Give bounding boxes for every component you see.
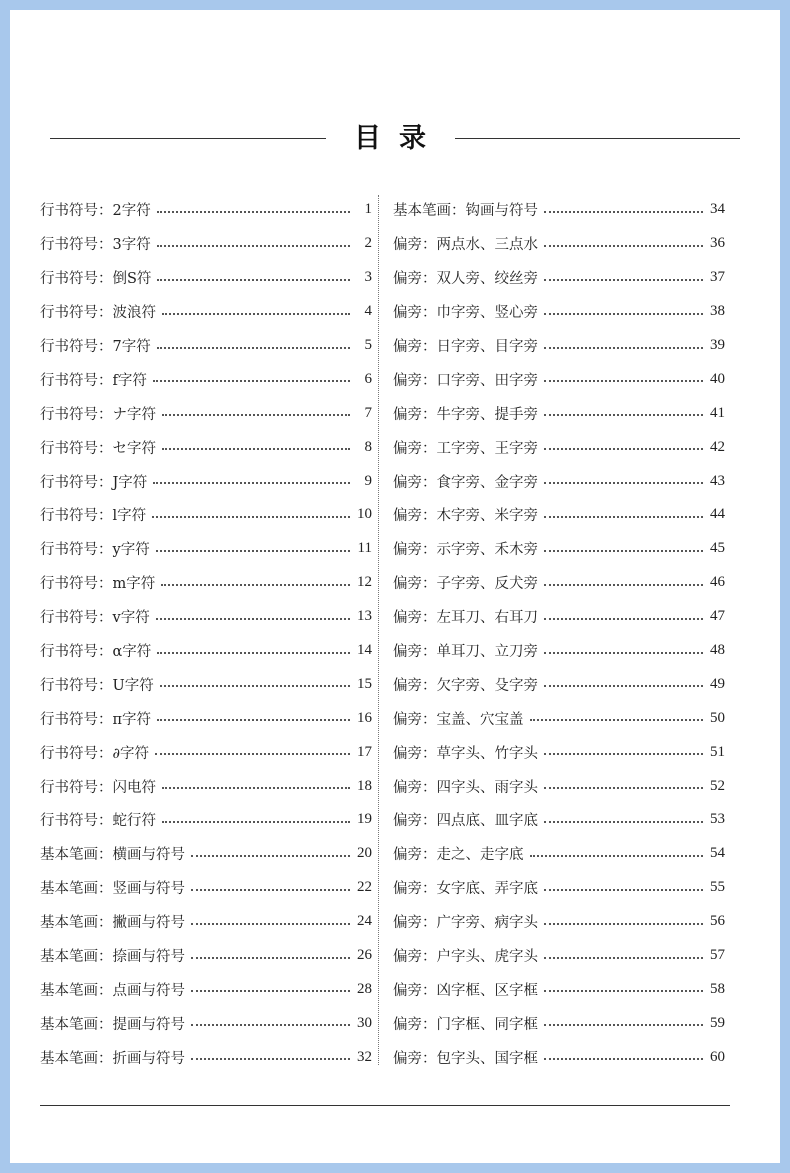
toc-leader-dots bbox=[530, 719, 704, 721]
toc-leader-dots bbox=[153, 380, 350, 382]
toc-entry[interactable] bbox=[393, 1040, 725, 1074]
toc-entry-title: 行书符号：∂字符 bbox=[40, 745, 149, 762]
toc-leader-dots bbox=[157, 279, 350, 281]
toc-entry[interactable] bbox=[40, 295, 372, 329]
toc-page-number: 22 bbox=[357, 879, 372, 896]
toc-entry-title: 偏旁：包字头、国字框 bbox=[393, 1050, 538, 1067]
toc-page-number: 20 bbox=[357, 845, 372, 862]
toc-page-number: 42 bbox=[710, 438, 725, 455]
toc-leader-dots bbox=[544, 787, 703, 789]
toc-entry[interactable] bbox=[393, 498, 725, 532]
toc-entry-title: 基本笔画：横画与符号 bbox=[40, 847, 185, 864]
toc-leader-dots bbox=[544, 279, 703, 281]
toc-entry[interactable] bbox=[40, 532, 372, 566]
toc-entry-title: 偏旁：日字旁、目字旁 bbox=[393, 339, 538, 355]
toc-entry[interactable] bbox=[40, 227, 372, 261]
toc-page-number: 41 bbox=[710, 404, 725, 421]
toc-page-number: 40 bbox=[710, 370, 725, 387]
toc-page-number: 15 bbox=[357, 675, 372, 692]
toc-page-number: 17 bbox=[357, 743, 372, 760]
toc-leader-dots bbox=[157, 652, 350, 654]
toc-leader-dots bbox=[191, 855, 350, 857]
toc-leader-dots bbox=[544, 584, 703, 586]
toc-entry[interactable] bbox=[393, 362, 725, 396]
toc-entry[interactable] bbox=[40, 803, 372, 837]
toc-leader-dots bbox=[160, 685, 350, 687]
toc-leader-dots bbox=[530, 855, 704, 857]
toc-entry[interactable] bbox=[393, 329, 725, 363]
toc-leader-dots bbox=[544, 1058, 703, 1060]
toc-page-number: 38 bbox=[710, 303, 725, 320]
toc-leader-dots bbox=[156, 618, 350, 620]
toc-leader-dots bbox=[191, 957, 350, 959]
toc-page-number: 3 bbox=[364, 269, 372, 286]
toc-leader-dots bbox=[544, 414, 703, 416]
toc-page-number: 55 bbox=[710, 879, 725, 896]
toc-leader-dots bbox=[544, 482, 703, 484]
toc-page-number: 26 bbox=[357, 947, 372, 964]
toc-leader-dots bbox=[162, 313, 350, 315]
toc-entry-title: 偏旁：凶字框、区字框 bbox=[393, 982, 538, 999]
page-title: 目录 bbox=[354, 123, 444, 154]
toc-entry-title: 行书符号：f字符 bbox=[40, 372, 147, 389]
toc-entry[interactable] bbox=[393, 769, 725, 803]
toc-entry-title: 基本笔画：提画与符号 bbox=[40, 1016, 185, 1033]
toc-entry[interactable] bbox=[40, 735, 372, 769]
toc-entry[interactable] bbox=[40, 972, 372, 1006]
toc-column-right bbox=[393, 193, 725, 1074]
toc-page-number: 57 bbox=[710, 947, 725, 964]
toc-entry-title: 偏旁：走之、走字底 bbox=[393, 847, 524, 864]
toc-entry-title: 偏旁：宝盖、穴宝盖 bbox=[393, 711, 524, 728]
toc-entry-title: 偏旁：子字旁、反犬旁 bbox=[393, 576, 538, 593]
toc-page-number: 6 bbox=[364, 370, 372, 387]
toc-entry-title: 偏旁：巾字旁、竖心旁 bbox=[393, 305, 538, 322]
toc-entry[interactable] bbox=[393, 939, 725, 973]
toc-leader-dots bbox=[152, 516, 350, 518]
toc-entry-title: 行书符号：α字符 bbox=[40, 644, 152, 661]
toc-entry[interactable] bbox=[40, 193, 372, 227]
toc-leader-dots bbox=[544, 211, 703, 213]
toc-leader-dots bbox=[544, 652, 703, 654]
toc-entry[interactable] bbox=[393, 905, 725, 939]
toc-page-number: 53 bbox=[710, 811, 725, 828]
toc-page-number: 7 bbox=[364, 404, 372, 421]
toc-entry[interactable] bbox=[393, 430, 725, 464]
toc-leader-dots bbox=[544, 516, 703, 518]
toc-page-number: 5 bbox=[364, 337, 372, 353]
toc-entry-title: 偏旁：广字旁、病字头 bbox=[393, 915, 538, 932]
toc-page-number: 14 bbox=[357, 642, 372, 659]
toc-leader-dots bbox=[544, 685, 703, 687]
toc-entry-title: 偏旁：双人旁、绞丝旁 bbox=[393, 271, 538, 288]
toc-page-number: 2 bbox=[364, 235, 372, 252]
toc-leader-dots bbox=[544, 618, 703, 620]
toc-page-number: 1 bbox=[364, 201, 372, 218]
toc-page-number: 32 bbox=[357, 1048, 372, 1065]
toc-leader-dots bbox=[544, 990, 703, 992]
toc-entry[interactable] bbox=[40, 634, 372, 668]
toc-entry-title: 偏旁：四字头、雨字头 bbox=[393, 779, 538, 796]
toc-page-number: 51 bbox=[710, 743, 725, 760]
toc-leader-dots bbox=[157, 211, 350, 213]
toc-leader-dots bbox=[544, 753, 703, 755]
toc-page-number: 18 bbox=[357, 777, 372, 794]
toc-entry[interactable] bbox=[40, 261, 372, 295]
header-rule-left bbox=[50, 138, 326, 139]
toc-entry[interactable] bbox=[393, 803, 725, 837]
toc-entry[interactable] bbox=[40, 498, 372, 532]
toc-entry-title: 偏旁：工字旁、王字旁 bbox=[393, 440, 538, 457]
toc-leader-dots bbox=[162, 821, 350, 823]
toc-entry[interactable] bbox=[393, 871, 725, 905]
toc-entry-title: 行书符号：闪电符 bbox=[40, 779, 156, 796]
toc-entry[interactable] bbox=[40, 837, 372, 871]
toc-page-number: 50 bbox=[710, 709, 725, 726]
toc-entry[interactable] bbox=[40, 939, 372, 973]
toc-entry[interactable] bbox=[40, 464, 372, 498]
toc-entry[interactable] bbox=[393, 972, 725, 1006]
toc-entry-title: 偏旁：木字旁、米字旁 bbox=[393, 508, 538, 525]
toc-entry[interactable] bbox=[393, 227, 725, 261]
toc-entry-title: 基本笔画：捺画与符号 bbox=[40, 949, 185, 966]
toc-entry-title: 行书符号：U字符 bbox=[40, 677, 154, 694]
header bbox=[50, 115, 740, 165]
toc-leader-dots bbox=[544, 245, 703, 247]
toc-leader-dots bbox=[544, 347, 703, 349]
toc-entry-title: 行书符号：ナ字符 bbox=[40, 406, 156, 423]
toc-page-number: 45 bbox=[710, 540, 725, 557]
toc-leader-dots bbox=[157, 719, 350, 721]
toc-entry[interactable] bbox=[393, 261, 725, 295]
toc-leader-dots bbox=[157, 245, 350, 247]
toc-entry[interactable] bbox=[393, 837, 725, 871]
toc-entry-title: 偏旁：四点底、皿字底 bbox=[393, 813, 538, 830]
toc-entry-title: 偏旁：欠字旁、殳字旁 bbox=[393, 677, 538, 694]
toc-page-number: 9 bbox=[364, 472, 372, 489]
toc-entry[interactable] bbox=[40, 396, 372, 430]
toc-entry[interactable] bbox=[393, 600, 725, 634]
toc-entry-title: 偏旁：示字旁、禾木旁 bbox=[393, 542, 538, 559]
toc-page-number: 49 bbox=[710, 675, 725, 692]
toc-entry-title: 基本笔画：折画与符号 bbox=[40, 1050, 185, 1067]
toc-entry-title: 偏旁：食字旁、金字旁 bbox=[393, 474, 538, 491]
toc-page-number: 28 bbox=[357, 980, 372, 997]
toc-entry[interactable] bbox=[40, 905, 372, 939]
toc-page-number: 44 bbox=[710, 506, 725, 523]
toc-page-number: 47 bbox=[710, 608, 725, 625]
toc-leader-dots bbox=[544, 821, 703, 823]
toc-entry-title: 行书符号：π字符 bbox=[40, 711, 152, 728]
toc-entry-title: 偏旁：牛字旁、提手旁 bbox=[393, 406, 538, 423]
toc-entry-title: 行书符号：倒S符 bbox=[40, 271, 152, 288]
toc-leader-dots bbox=[544, 957, 703, 959]
toc-entry-title: 偏旁：女字底、弄字底 bbox=[393, 881, 538, 898]
toc-entry-title: 偏旁：左耳刀、右耳刀 bbox=[393, 610, 538, 627]
toc-page-number: 39 bbox=[710, 337, 725, 353]
toc-leader-dots bbox=[162, 787, 350, 789]
column-divider bbox=[378, 195, 379, 1065]
toc-leader-dots bbox=[191, 990, 350, 992]
toc-entry-title: 偏旁：单耳刀、立刀旁 bbox=[393, 644, 538, 661]
toc-entry[interactable] bbox=[40, 600, 372, 634]
toc-entry[interactable] bbox=[40, 871, 372, 905]
toc-entry-title: 行书符号：7字符 bbox=[40, 339, 151, 355]
toc-entry[interactable] bbox=[40, 362, 372, 396]
toc-page-number: 48 bbox=[710, 642, 725, 659]
toc-entry[interactable] bbox=[40, 566, 372, 600]
toc-page-number: 36 bbox=[710, 235, 725, 252]
toc-page-number: 12 bbox=[357, 574, 372, 591]
toc-entry[interactable] bbox=[393, 532, 725, 566]
header-rule-right bbox=[455, 138, 740, 139]
toc-entry-title: 行书符号：y字符 bbox=[40, 542, 150, 559]
toc-leader-dots bbox=[544, 550, 703, 552]
toc-entry[interactable] bbox=[393, 193, 725, 227]
toc-column-left bbox=[40, 193, 372, 1074]
toc-entry-title: 行书符号：v字符 bbox=[40, 610, 150, 627]
toc-entry-title: 行书符号：セ字符 bbox=[40, 440, 156, 457]
toc-entry[interactable] bbox=[393, 735, 725, 769]
toc-entry[interactable] bbox=[393, 667, 725, 701]
toc-leader-dots bbox=[162, 448, 350, 450]
toc-entry[interactable] bbox=[393, 1006, 725, 1040]
toc-page-number: 34 bbox=[710, 201, 725, 218]
toc-entry[interactable] bbox=[393, 396, 725, 430]
toc-page-number: 60 bbox=[710, 1048, 725, 1065]
toc-entry[interactable] bbox=[393, 464, 725, 498]
toc-page-number: 46 bbox=[710, 574, 725, 591]
toc-leader-dots bbox=[162, 414, 350, 416]
toc-leader-dots bbox=[544, 889, 703, 891]
toc-entry-title: 行书符号：蛇行符 bbox=[40, 813, 156, 830]
toc-leader-dots bbox=[191, 1058, 350, 1060]
toc-page-number: 8 bbox=[364, 438, 372, 455]
toc-leader-dots bbox=[161, 584, 350, 586]
toc-entry-title: 偏旁：门字框、同字框 bbox=[393, 1016, 538, 1033]
toc-entry-title: 偏旁：两点水、三点水 bbox=[393, 237, 538, 254]
toc-entry-title: 偏旁：户字头、虎字头 bbox=[393, 949, 538, 966]
toc-page-number: 13 bbox=[357, 608, 372, 625]
toc-leader-dots bbox=[544, 1024, 703, 1026]
toc-entry-title: 偏旁：口字旁、田字旁 bbox=[393, 372, 538, 389]
toc-leader-dots bbox=[191, 889, 350, 891]
toc-entry[interactable] bbox=[40, 329, 372, 363]
toc-page-number: 30 bbox=[357, 1014, 372, 1031]
toc-entry-title: 行书符号：3字符 bbox=[40, 237, 151, 254]
toc-leader-dots bbox=[156, 550, 350, 552]
toc-page-number: 10 bbox=[357, 506, 372, 523]
toc-leader-dots bbox=[191, 923, 350, 925]
toc-entry[interactable] bbox=[40, 1040, 372, 1074]
toc-entry[interactable] bbox=[393, 634, 725, 668]
toc-entry[interactable] bbox=[393, 566, 725, 600]
toc-leader-dots bbox=[544, 448, 703, 450]
toc-leader-dots bbox=[155, 753, 350, 755]
toc-entry-title: 行书符号：m字符 bbox=[40, 576, 156, 593]
footer-rule bbox=[40, 1105, 730, 1106]
toc-entry-title: 基本笔画：点画与符号 bbox=[40, 982, 185, 999]
toc-entry-title: 行书符号：2字符 bbox=[40, 203, 151, 220]
toc-page-number: 59 bbox=[710, 1014, 725, 1031]
toc-page-number: 52 bbox=[710, 777, 725, 794]
toc-page-number: 16 bbox=[357, 709, 372, 726]
toc-page-number: 54 bbox=[710, 845, 725, 862]
toc-leader-dots bbox=[544, 923, 703, 925]
toc-page-number: 24 bbox=[357, 913, 372, 930]
toc-entry-title: 行书符号：波浪符 bbox=[40, 305, 156, 322]
toc-entry[interactable] bbox=[40, 667, 372, 701]
toc-entry-title: 行书符号：l字符 bbox=[40, 508, 147, 525]
toc-leader-dots bbox=[544, 313, 703, 315]
toc-entry[interactable] bbox=[393, 295, 725, 329]
toc-entry[interactable] bbox=[40, 769, 372, 803]
toc-entry[interactable] bbox=[40, 701, 372, 735]
toc-entry[interactable] bbox=[40, 430, 372, 464]
toc-entry-title: 行书符号：J字符 bbox=[40, 474, 148, 491]
toc-entry-title: 基本笔画：撇画与符号 bbox=[40, 915, 185, 932]
toc-entry-title: 基本笔画：钩画与符号 bbox=[393, 203, 538, 220]
toc-page-number: 56 bbox=[710, 913, 725, 930]
toc-leader-dots bbox=[153, 482, 350, 484]
toc-page-number: 37 bbox=[710, 269, 725, 286]
toc-entry-title: 基本笔画：竖画与符号 bbox=[40, 881, 185, 898]
toc-leader-dots bbox=[544, 380, 703, 382]
toc-leader-dots bbox=[191, 1024, 350, 1026]
toc-entry-title: 偏旁：草字头、竹字头 bbox=[393, 745, 538, 762]
toc-page-number: 58 bbox=[710, 980, 725, 997]
toc-page-number: 43 bbox=[710, 472, 725, 489]
toc-page-number: 11 bbox=[357, 540, 372, 557]
toc-page-number: 19 bbox=[357, 811, 372, 828]
toc-page-number: 4 bbox=[364, 303, 372, 320]
toc-entry[interactable] bbox=[393, 701, 725, 735]
toc-leader-dots bbox=[157, 347, 350, 349]
toc-entry[interactable] bbox=[40, 1006, 372, 1040]
